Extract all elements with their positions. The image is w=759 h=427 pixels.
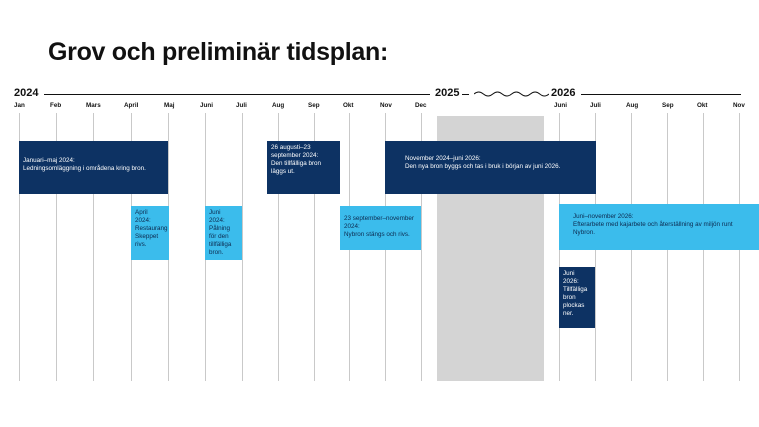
- event-efterarbete: [559, 204, 759, 250]
- gridline: [242, 113, 243, 381]
- year-2025: 2025: [435, 87, 460, 99]
- event-body: Den nya bron byggs och tas i bruk i början av juni 2026.: [405, 163, 561, 170]
- event-heading: November 2024–juni 2026:: [405, 155, 481, 162]
- month-label: Aug: [626, 102, 639, 109]
- event-body: Efterarbete med kajarbete och återställning av miljön runt Nybron.: [573, 221, 733, 236]
- event-body: Den tillfälliga bron läggs ut.: [271, 160, 322, 175]
- event-heading: 26 augusti–23 september 2024:: [271, 144, 319, 159]
- year-2024: 2024: [14, 87, 39, 99]
- month-label: Dec: [415, 102, 427, 109]
- month-label: Juli: [590, 102, 601, 109]
- month-label: Sep: [662, 102, 674, 109]
- event-heading: Januari–maj 2024:: [23, 157, 75, 164]
- event-nya-bron: [385, 141, 596, 194]
- month-label: April: [124, 102, 139, 109]
- timeline-dash: [462, 94, 469, 95]
- year-2026: 2026: [551, 87, 576, 99]
- event-ledningsomlaggning: [19, 141, 168, 194]
- month-label: Okt: [343, 102, 354, 109]
- month-label: Jan: [14, 102, 25, 109]
- month-label: Nov: [733, 102, 745, 109]
- event-body: Ledningsomläggning i områdena kring bron.: [23, 165, 146, 172]
- time-break-wave-icon: [474, 89, 549, 99]
- event-body: Nybron stängs och rivs.: [344, 231, 410, 238]
- event-heading: Juni 2024:: [209, 209, 225, 224]
- month-label: Juni: [200, 102, 213, 109]
- event-body: Restaurang Skeppet rivs.: [135, 225, 168, 248]
- month-label: Sep: [308, 102, 320, 109]
- month-label: Mars: [86, 102, 101, 109]
- event-restaurang-skeppet: [131, 206, 169, 260]
- timeline-2024-line: [44, 94, 430, 95]
- event-palning: [205, 206, 242, 260]
- month-label: Juli: [236, 102, 247, 109]
- event-heading: 23 september–november 2024:: [344, 215, 415, 230]
- event-plockas-ner: [559, 267, 595, 328]
- event-nybron-stangs: [340, 206, 421, 250]
- month-label: Juni: [554, 102, 567, 109]
- event-heading: Juni–november 2026:: [573, 213, 634, 220]
- event-body: Tillfälliga bron plockas ner.: [563, 286, 588, 317]
- event-heading: April 2024:: [135, 209, 151, 224]
- timeline-2026-line: [581, 94, 741, 95]
- event-heading: Juni 2026:: [563, 270, 579, 285]
- month-label: Okt: [697, 102, 708, 109]
- month-label: Aug: [272, 102, 285, 109]
- month-label: Maj: [164, 102, 175, 109]
- event-tillfalliga-bron: [267, 141, 340, 194]
- month-label: Nov: [380, 102, 392, 109]
- month-label: Feb: [50, 102, 62, 109]
- event-body: Pålning för den tillfälliga bron.: [209, 225, 232, 256]
- page-title: Grov och preliminär tidsplan:: [48, 38, 388, 66]
